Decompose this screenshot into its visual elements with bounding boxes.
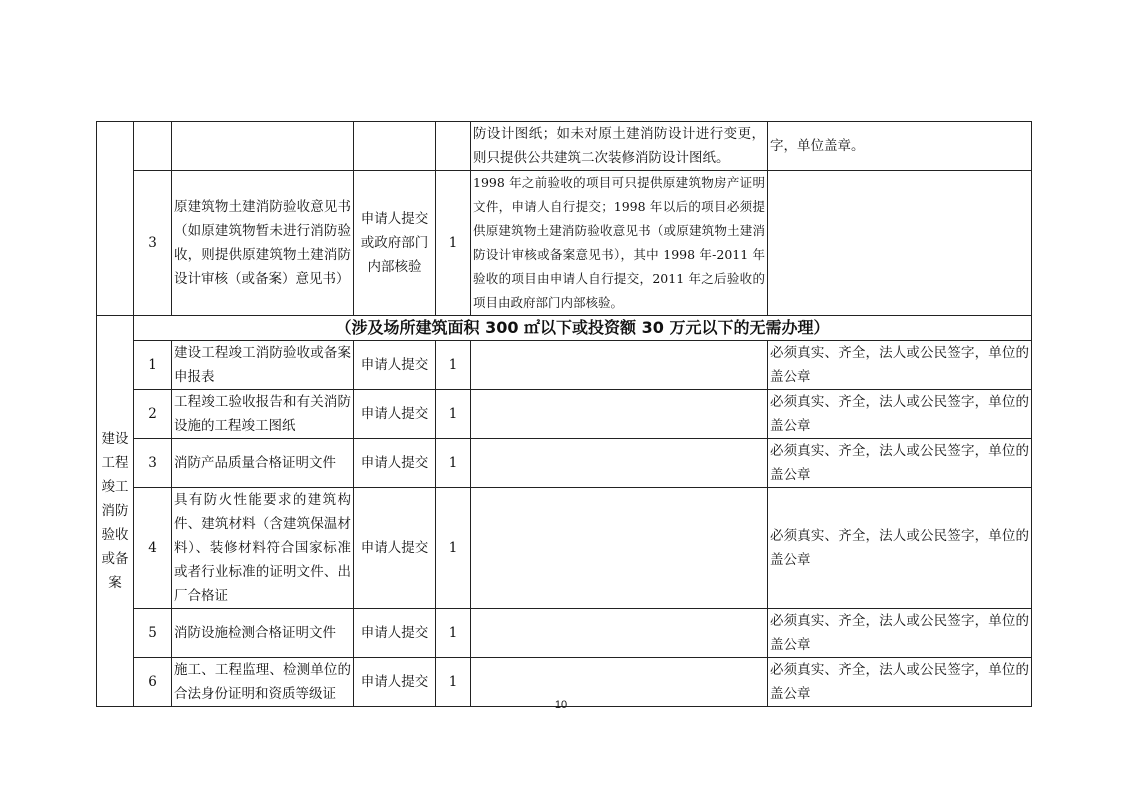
item-name: 施工、工程监理、检测单位的合法身份证明和资质等级证	[172, 658, 354, 707]
count-cell-empty	[436, 122, 471, 171]
table-row	[97, 171, 1032, 316]
table-row	[97, 609, 1032, 658]
item-name: 消防设施检测合格证明文件	[172, 609, 354, 658]
item-name: 消防产品质量合格证明文件	[172, 439, 354, 488]
item-requirement	[768, 171, 1032, 316]
table-row	[97, 341, 1032, 390]
item-number: 2	[134, 390, 172, 439]
item-number: 6	[134, 658, 172, 707]
item-count: 1	[436, 439, 471, 488]
continuation-row	[97, 122, 1032, 171]
item-description	[471, 488, 768, 609]
item-count: 1	[436, 341, 471, 390]
item-source: 申请人提交	[354, 658, 436, 707]
item-count: 1	[436, 609, 471, 658]
category-cell-prev	[97, 122, 134, 316]
item-description: 1998 年之前验收的项目可只提供原建筑物房产证明文件，申请人自行提交；1998 年以后的项目必须提供原建筑物土建消防验收意见书（或原建筑物土建消防设计审核或备案意见书），其中 1998 年-2011 年验收的项目由申请人自行提交，2011 年之后验收的项目由政府部门内部核验。	[471, 171, 768, 316]
section-header-row	[97, 316, 1032, 341]
requirement-cell: 字，单位盖章。	[768, 122, 1032, 171]
item-number: 4	[134, 488, 172, 609]
item-description	[471, 439, 768, 488]
item-name: 建设工程竣工消防验收或备案申报表	[172, 341, 354, 390]
item-number: 5	[134, 609, 172, 658]
item-source: 申请人提交	[354, 439, 436, 488]
item-requirement: 必须真实、齐全，法人或公民签字，单位的盖公章	[768, 439, 1032, 488]
item-count: 1	[436, 658, 471, 707]
item-number: 3	[134, 439, 172, 488]
item-description	[471, 341, 768, 390]
item-requirement: 必须真实、齐全，法人或公民签字，单位的盖公章	[768, 390, 1032, 439]
item-name: 工程竣工验收报告和有关消防设施的工程竣工图纸	[172, 390, 354, 439]
number-cell-empty	[134, 122, 172, 171]
item-description	[471, 390, 768, 439]
item-count: 1	[436, 171, 471, 316]
item-requirement: 必须真实、齐全，法人或公民签字，单位的盖公章	[768, 341, 1032, 390]
item-requirement: 必须真实、齐全，法人或公民签字，单位的盖公章	[768, 658, 1032, 707]
item-source: 申请人提交	[354, 488, 436, 609]
item-requirement: 必须真实、齐全，法人或公民签字，单位的盖公章	[768, 609, 1032, 658]
section-note: （涉及场所建筑面积 300 ㎡以下或投资额 30 万元以下的无需办理）	[134, 316, 1032, 341]
item-count: 1	[436, 390, 471, 439]
item-description	[471, 609, 768, 658]
item-count: 1	[436, 488, 471, 609]
item-source: 申请人提交	[354, 390, 436, 439]
item-number: 3	[134, 171, 172, 316]
category-label: 建设工程竣工消防验收或备案	[97, 316, 134, 707]
item-number: 1	[134, 341, 172, 390]
source-cell-empty	[354, 122, 436, 171]
table-row	[97, 488, 1032, 609]
description-cell: 防设计图纸；如未对原土建消防设计进行变更，则只提供公共建筑二次装修消防设计图纸。	[471, 122, 768, 171]
item-source: 申请人提交	[354, 341, 436, 390]
item-name: 原建筑物土建消防验收意见书（如原建筑物暂未进行消防验收，则提供原建筑物土建消防设计审核（或备案）意见书）	[172, 171, 354, 316]
page-number: 10	[554, 699, 568, 711]
item-source: 申请人提交或政府部门内部核验	[354, 171, 436, 316]
item-requirement: 必须真实、齐全，法人或公民签字，单位的盖公章	[768, 488, 1032, 609]
materials-table	[96, 121, 1032, 707]
table-row	[97, 390, 1032, 439]
name-cell-empty	[172, 122, 354, 171]
table-row	[97, 439, 1032, 488]
item-name: 具有防火性能要求的建筑构件、建筑材料（含建筑保温材料）、装修材料符合国家标准或者行业标准的证明文件、出厂合格证	[172, 488, 354, 609]
item-source: 申请人提交	[354, 609, 436, 658]
